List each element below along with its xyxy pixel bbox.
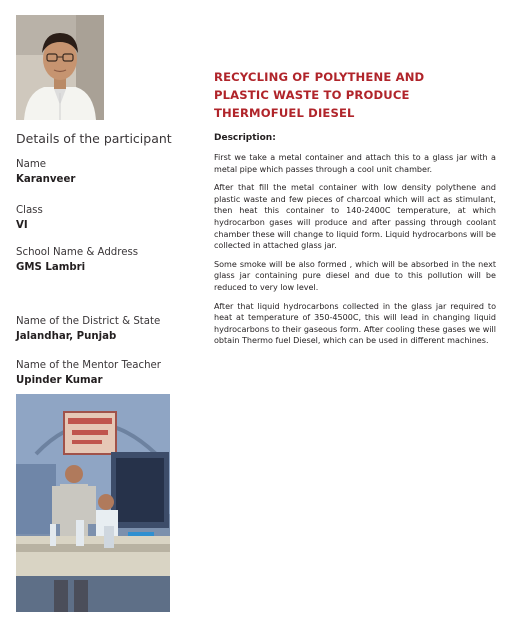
school-value: GMS Lambri (16, 262, 86, 273)
portrait-image (16, 15, 104, 120)
description-heading: Description: (214, 133, 276, 143)
name-label: Name (16, 159, 47, 170)
mentor-value: Upinder Kumar (16, 375, 103, 386)
description-paragraph-4: After that liquid hydrocarbons collected in the glass jar required to heat at temperature of 350-4500C, this will lead in changing liquid hydrocarbons to their gaseous form. After cooling these gases we will obtain Thermo fuel Diesel, which can be used in different machines. (214, 301, 496, 346)
description-paragraph-3: Some smoke will be also formed , which will be absorbed in the next glass jar containing pure diesel and due to this pollution will be reduced to very low level. (214, 259, 496, 292)
mentor-label: Name of the Mentor Teacher (16, 360, 161, 371)
description-paragraph-2: After that fill the metal container with low density polythene and plastic waste and few pieces of charcoal which will act as stimulant, then heat this container to 140-2400C temperature, at which hydrocarbon gases will produce and after passing through coolant chamber these will change to liquid form. Liquid hydrocarbons will be collected in attached glass jar. (214, 183, 496, 251)
district-label: Name of the District & State (16, 316, 161, 327)
project-title: RECYCLING OF POLYTHENE AND PLASTIC WASTE TO PRODUCE THERMOFUEL DIESEL (214, 70, 425, 120)
name-value: Karanveer (16, 174, 76, 185)
class-label: Class (16, 205, 43, 216)
participant-portrait (16, 15, 104, 120)
district-value: Jalandhar, Punjab (16, 331, 117, 342)
school-label: School Name & Address (16, 247, 139, 258)
exhibit-image (16, 394, 170, 612)
exhibit-photo (16, 394, 170, 612)
class-value: VI (16, 220, 28, 231)
description-paragraph-1: First we take a metal container and attach this to a glass jar with a metal pipe which passes through a cool unit chamber. (214, 153, 496, 174)
details-heading: Details of the participant (16, 131, 172, 146)
description-body (214, 152, 496, 354)
